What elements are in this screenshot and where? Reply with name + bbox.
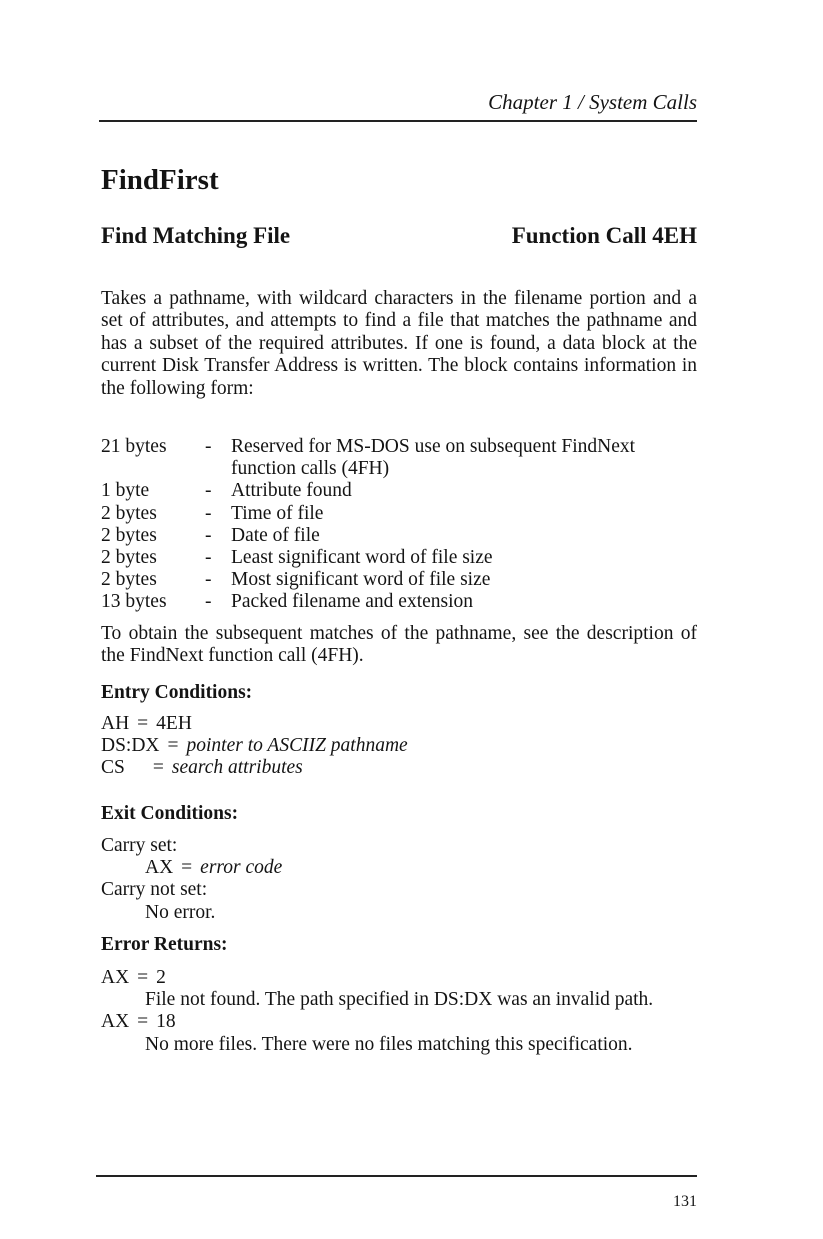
intro-paragraph: Takes a pathname, with wildcard characters in the filename portion and a set of attributes, and attempts to find a file that matches the pathname and has a subset of the required attributes. If one is found, a data block at the current Disk Transfer Address is written. The block contains information in the following form:: [101, 288, 697, 399]
no-error-text: No error.: [145, 901, 216, 923]
error-returns: [101, 967, 697, 1056]
entry-conditions: [101, 713, 697, 780]
error-code: 2: [156, 967, 166, 988]
table-row: [101, 436, 697, 480]
register-name: CS: [101, 757, 125, 779]
table-row: [101, 503, 697, 525]
table-row: [101, 480, 697, 502]
row-dash: -: [205, 502, 212, 524]
byte-size: 21 bytes: [101, 436, 167, 457]
byte-size: 1 byte: [101, 480, 150, 502]
footer-rule: [96, 1175, 697, 1177]
equals-sign: =: [137, 713, 149, 734]
byte-description: Packed filename and extension: [231, 591, 474, 613]
byte-description: Reserved for MS-DOS use on subsequent FindNext function calls (4FH): [231, 436, 636, 480]
row-dash: -: [205, 569, 212, 591]
table-row: [101, 525, 697, 547]
error-description: No more files. There were no files matching this specification.: [145, 1033, 633, 1055]
row-dash: -: [205, 524, 212, 546]
row-dash: -: [205, 547, 212, 569]
register-name: AX: [145, 857, 174, 879]
page-number: 131: [673, 1193, 697, 1210]
exit-conditions-heading: Exit Conditions:: [101, 803, 239, 824]
register-line: [101, 713, 697, 735]
table-row: [101, 547, 697, 569]
function-subheading: [101, 221, 697, 251]
byte-size: 2 bytes: [101, 524, 157, 546]
register-name: AH: [101, 713, 130, 734]
register-name: DS:DX: [101, 735, 160, 757]
byte-size: 2 bytes: [101, 502, 157, 524]
data-block-table: [101, 436, 697, 614]
row-dash: -: [205, 591, 212, 613]
function-call-number: Function Call 4EH: [511, 223, 697, 248]
running-head: Chapter 1 / System Calls: [488, 90, 697, 114]
byte-description: Most significant word of file size: [231, 569, 491, 591]
equals-sign: =: [167, 735, 179, 757]
table-row: [101, 591, 697, 613]
function-name: FindFirst: [101, 164, 219, 196]
byte-size: 13 bytes: [101, 591, 167, 613]
equals-sign: =: [137, 1011, 149, 1033]
register-value: search attributes: [171, 757, 303, 779]
byte-size: 2 bytes: [101, 547, 157, 569]
function-description: Find Matching File: [101, 223, 291, 248]
equals-sign: =: [137, 967, 149, 988]
register-line: [101, 857, 697, 879]
row-dash: -: [205, 480, 212, 502]
equals-sign: =: [181, 857, 193, 879]
register-value: pointer to ASCIIZ pathname: [186, 735, 408, 757]
byte-description: Least significant word of file size: [231, 547, 493, 569]
table-row: [101, 569, 697, 591]
error-code-line: [101, 967, 697, 989]
error-code-line: [101, 1011, 697, 1033]
row-dash: -: [205, 436, 212, 457]
error-description: File not found. The path specified in DS:DX was an invalid path.: [145, 989, 654, 1011]
byte-description: Time of file: [231, 502, 324, 524]
byte-description: Attribute found: [231, 480, 352, 502]
byte-size: 2 bytes: [101, 569, 157, 591]
header-rule: [99, 120, 697, 122]
error-returns-heading: Error Returns:: [101, 934, 228, 955]
register-value: 4EH: [156, 713, 192, 734]
equals-sign: =: [152, 757, 164, 779]
entry-conditions-heading: Entry Conditions:: [101, 682, 253, 703]
subsequent-paragraph: To obtain the subsequent matches of the pathname, see the description of the FindNext function call (4FH).: [101, 623, 697, 667]
error-code: 18: [156, 1011, 176, 1033]
carry-set-label: Carry set:: [101, 835, 178, 856]
register-name: AX: [101, 967, 130, 988]
register-value: error code: [200, 857, 283, 879]
register-name: AX: [101, 1011, 130, 1033]
register-line: [101, 757, 697, 779]
register-line: [101, 735, 697, 757]
carry-not-set-label: Carry not set:: [101, 879, 208, 901]
exit-conditions: [101, 835, 697, 924]
byte-description: Date of file: [231, 524, 320, 546]
